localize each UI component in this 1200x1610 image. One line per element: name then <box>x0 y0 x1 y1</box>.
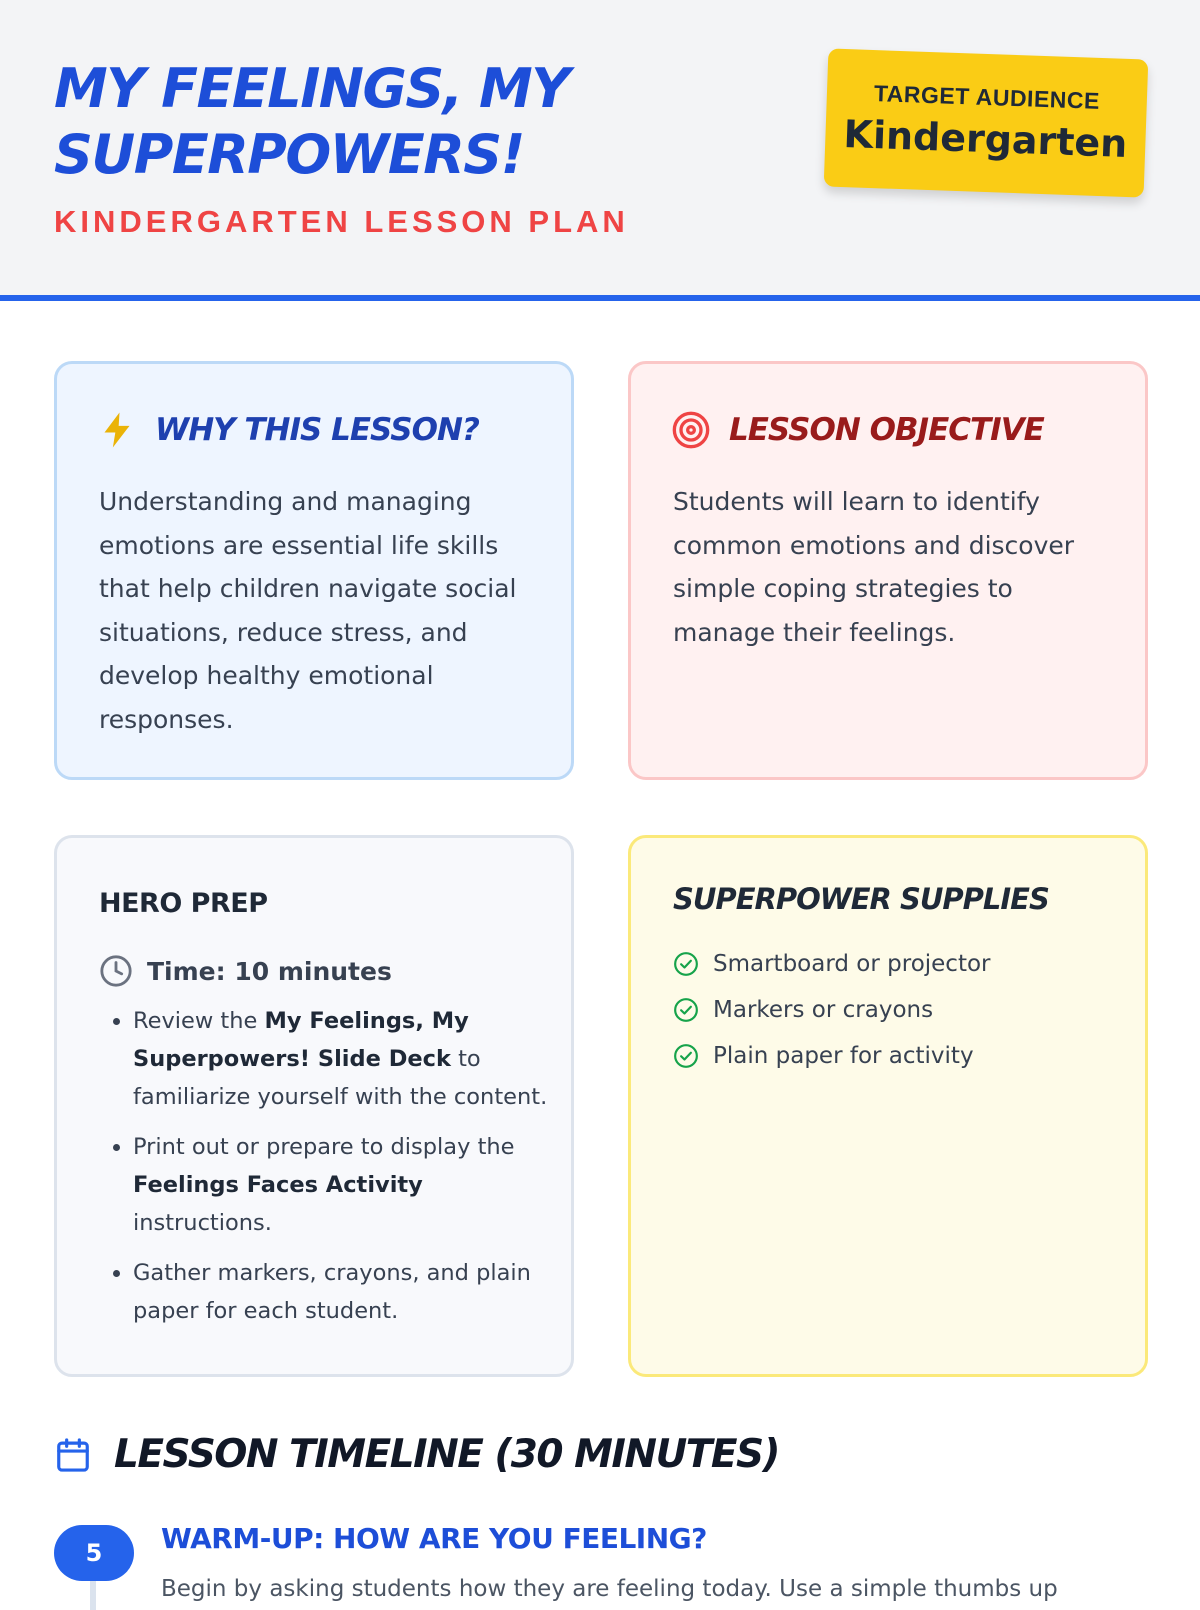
check-circle-icon <box>673 1043 699 1069</box>
prep-item <box>133 1002 554 1116</box>
why-this-lesson-card <box>54 361 574 780</box>
why-this-lesson-text: Understanding and managing emotions are essential life skills that help children navigate social situations, reduce stress, and develop healthy emotional responses. <box>99 487 517 734</box>
why-this-lesson-title: WHY THIS LESSON? <box>155 412 479 448</box>
prep-list <box>99 1002 554 1342</box>
target-audience-label: TARGET AUDIENCE <box>873 80 1101 114</box>
hero-prep-title: HERO PREP <box>99 888 268 919</box>
supply-item-label: Plain paper for activity <box>713 1043 974 1069</box>
supply-item-label: Markers or crayons <box>713 997 934 1023</box>
clock-icon <box>99 954 133 988</box>
supplies-list <box>673 941 991 1079</box>
hero-prep-card <box>54 835 574 1377</box>
superpower-supplies-title: SUPERPOWER SUPPLIES <box>673 882 1049 916</box>
prep-item <box>133 1128 554 1242</box>
supply-item <box>673 941 991 987</box>
supply-item <box>673 987 991 1033</box>
prep-item-text: Review the <box>133 1008 265 1034</box>
supply-item-label: Smartboard or projector <box>713 951 991 977</box>
prep-item-text: Print out or prepare to display the <box>133 1134 515 1160</box>
prep-item <box>133 1254 554 1330</box>
check-circle-icon <box>673 997 699 1023</box>
page-subtitle: KINDERGARTEN LESSON PLAN <box>54 204 629 239</box>
prep-item-text: Gather markers, crayons, and plain paper for each student. <box>133 1260 531 1324</box>
lesson-objective-heading <box>671 410 1044 450</box>
target-audience-value: Kindergarten <box>842 112 1129 166</box>
prep-time-text: Time: 10 minutes <box>147 956 392 986</box>
prep-item-bold: My Feelings, My Superpowers! Slide Deck <box>133 1008 469 1072</box>
lightning-bolt-icon <box>97 410 137 450</box>
prep-item-bold: Feelings Faces Activity <box>133 1172 423 1198</box>
page-header <box>0 0 1200 301</box>
target-audience-badge <box>824 48 1149 197</box>
check-circle-icon <box>673 951 699 977</box>
supply-item <box>673 1033 991 1079</box>
calendar-icon <box>54 1436 92 1474</box>
why-this-lesson-heading <box>97 410 479 450</box>
prep-item-text: to familiarize yourself with the content. <box>133 1046 548 1110</box>
step-title: WARM-UP: HOW ARE YOU FEELING? <box>161 1522 707 1555</box>
prep-item-text: instructions. <box>133 1210 272 1236</box>
step-minutes-badge: 5 <box>54 1525 134 1581</box>
target-icon <box>671 410 711 450</box>
lesson-objective-card <box>628 361 1148 780</box>
lesson-timeline-title: LESSON TIMELINE (30 MINUTES) <box>114 1432 779 1477</box>
step-description: Begin by asking students how they are feeling today. Use a simple thumbs up <box>161 1576 1058 1602</box>
prep-time <box>99 954 392 988</box>
superpower-supplies-card <box>628 835 1148 1377</box>
page-title: MY FEELINGS, MY SUPERPOWERS! <box>54 57 569 186</box>
lesson-objective-text: Students will learn to identify common emotions and discover simple coping strategies to manage their feelings. <box>673 487 1075 647</box>
lesson-objective-title: LESSON OBJECTIVE <box>729 412 1044 448</box>
lesson-timeline-heading <box>54 1432 779 1477</box>
